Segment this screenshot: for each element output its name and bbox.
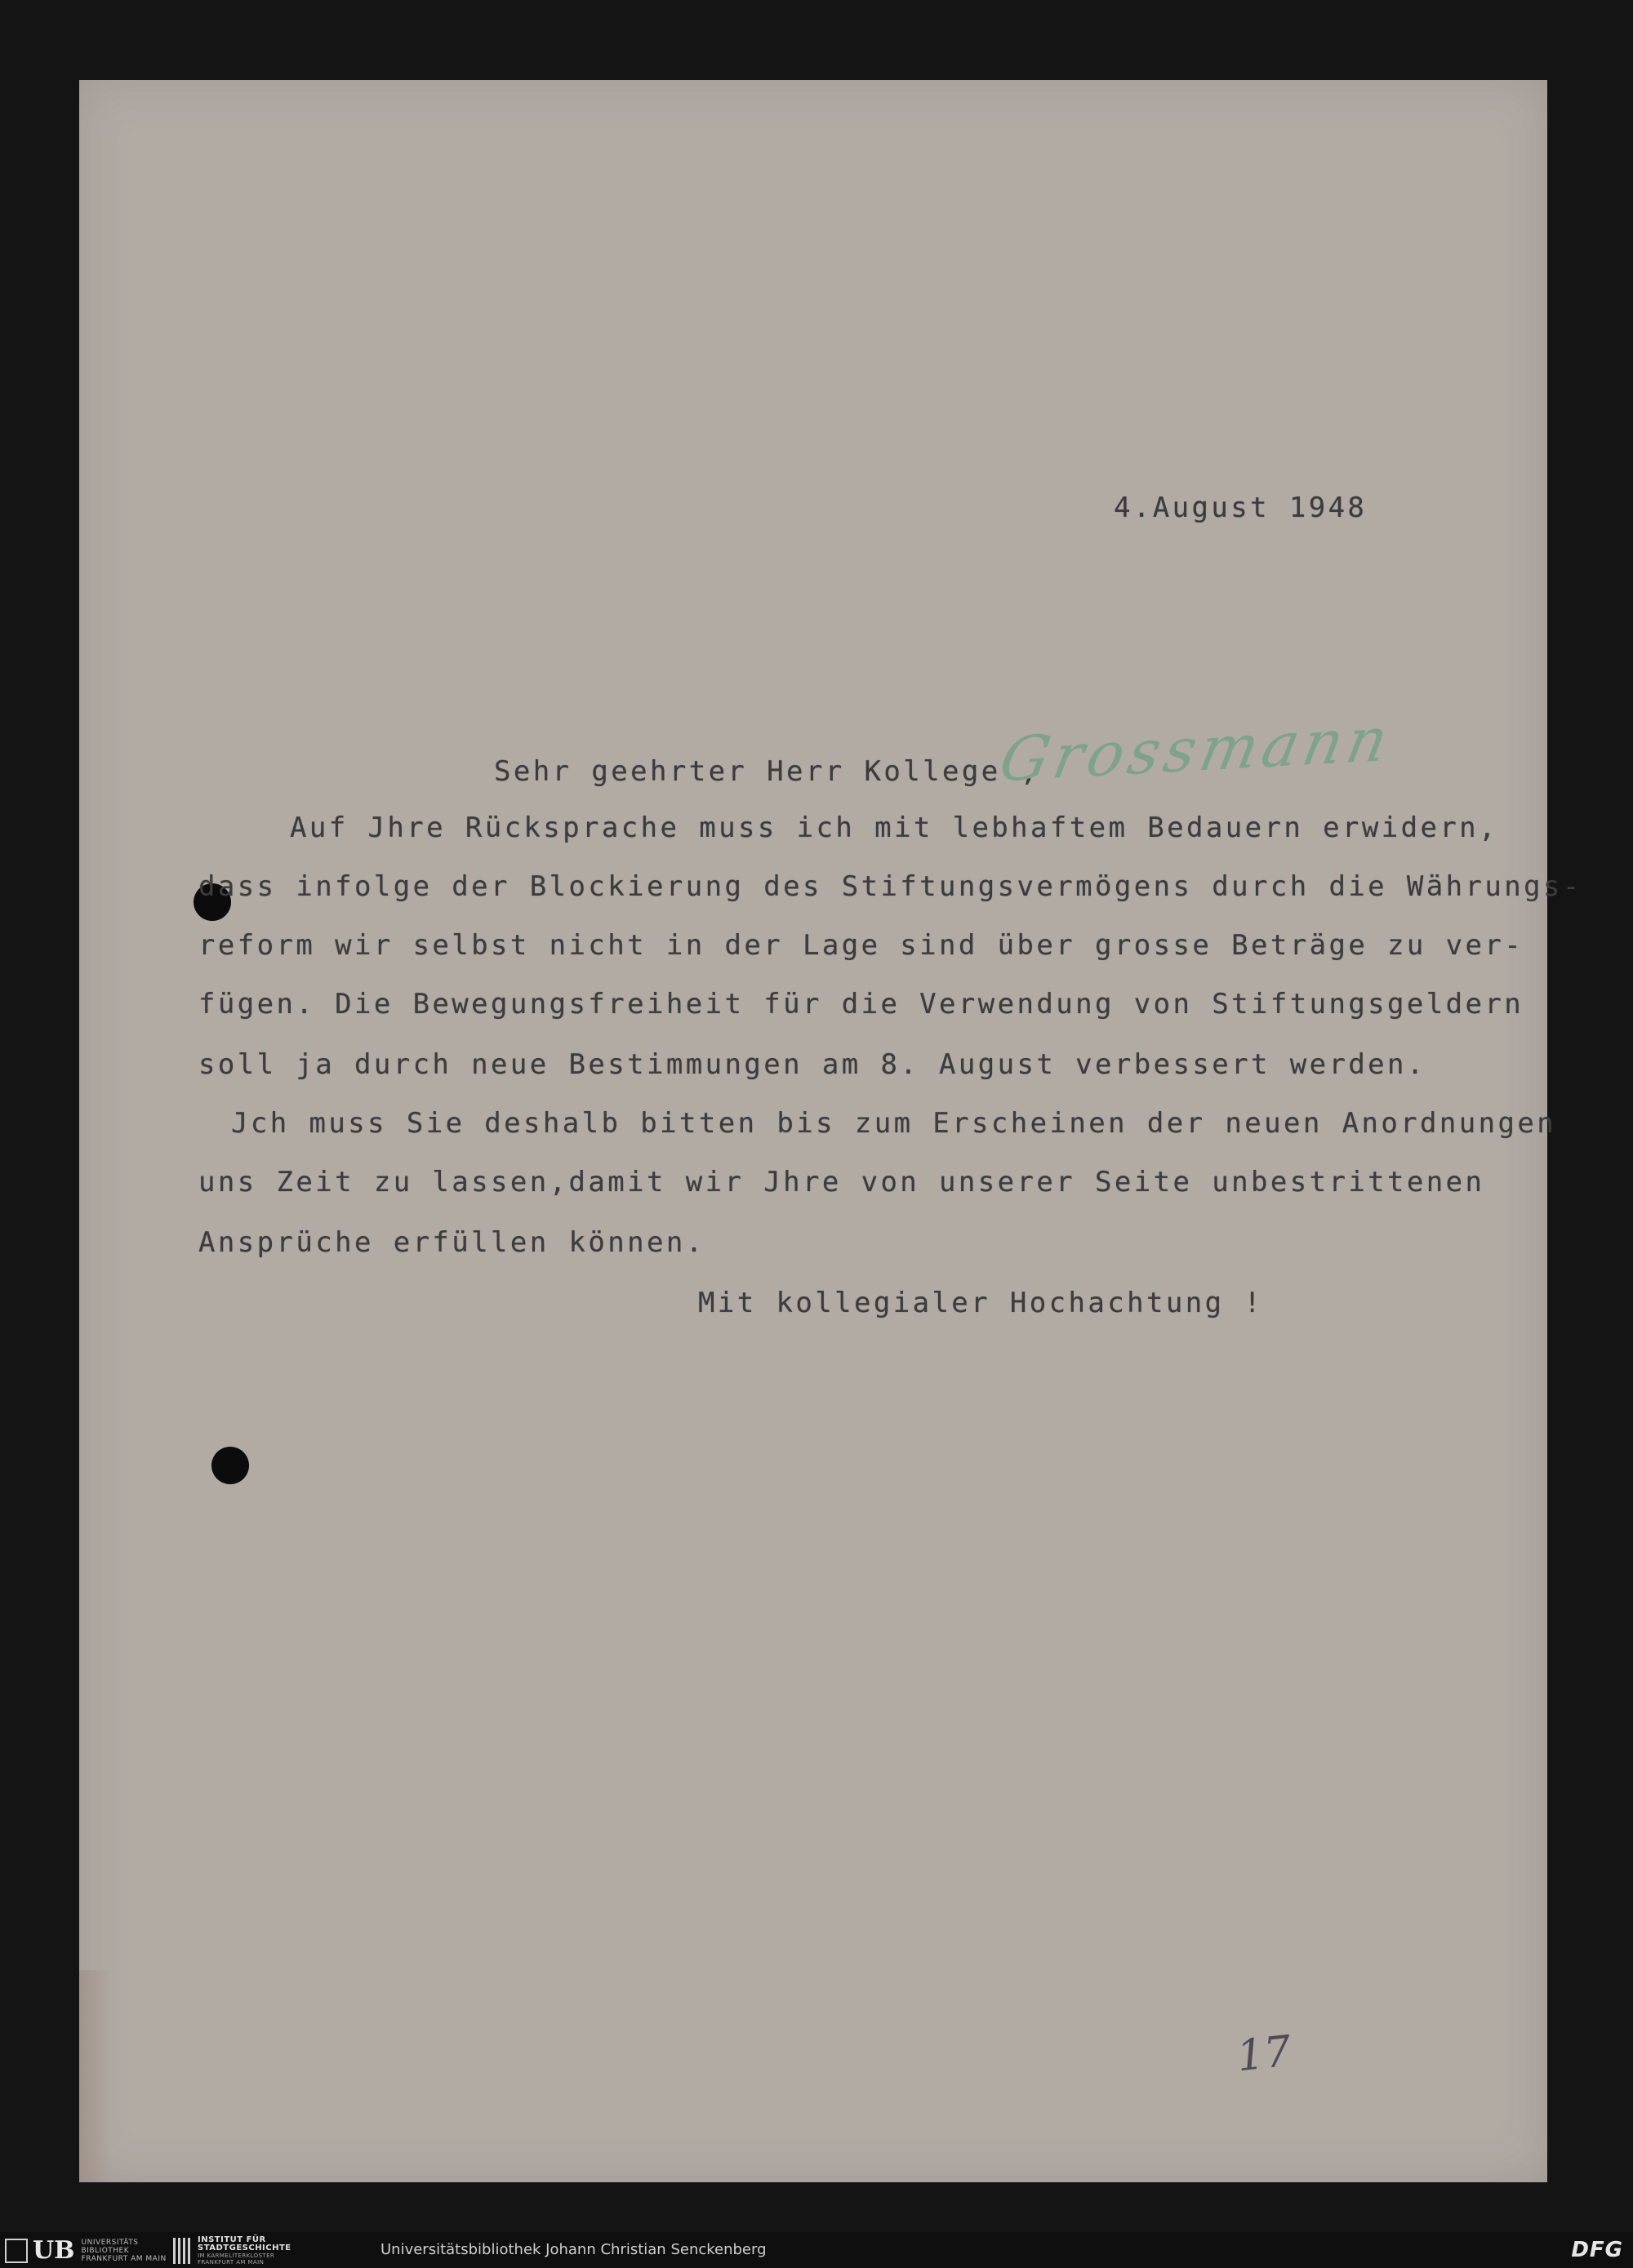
body-line: dass infolge der Blockierung des Stiftungsvermögens durch die Währungs- (198, 870, 1582, 903)
body-line: uns Zeit zu lassen,damit wir Jhre von unserer Seite unbestrittenen (198, 1166, 1485, 1198)
body-line: Ansprüche erfüllen können. (198, 1226, 705, 1259)
isg-wordmark (198, 2236, 291, 2266)
library-name: Universitätsbibliothek Johann Christian Senckenberg (380, 2241, 767, 2258)
ub-logo[interactable] (5, 2237, 167, 2265)
ub-emblem-icon (5, 2239, 28, 2263)
isg-line: IM KARMELITERKLOSTER (198, 2252, 275, 2259)
ub-line: BIBLIOTHEK (81, 2247, 130, 2255)
salutation: Sehr geehrter Herr Kollege , (494, 755, 1040, 788)
ub-line: UNIVERSITÄTS (81, 2239, 139, 2247)
page-number: 17 (1235, 2026, 1294, 2082)
body-line: reform wir selbst nicht in der Lage sind über grosse Beträge zu ver- (198, 929, 1524, 962)
body-line: Auf Jhre Rücksprache muss ich mit lebhaftem Bedauern erwidern, (290, 812, 1498, 844)
footer-bar (0, 2232, 1633, 2268)
ub-line: FRANKFURT AM MAIN (81, 2255, 167, 2263)
body-line: fügen. Die Bewegungsfreiheit für die Verwendung von Stiftungsgeldern (198, 988, 1524, 1021)
isg-emblem-icon (173, 2238, 191, 2264)
closing-line: Mit kollegialer Hochachtung ! (698, 1287, 1264, 1319)
dfg-logo[interactable]: DFG (1571, 2238, 1623, 2262)
ub-abbrev: UB (33, 2236, 75, 2265)
isg-line: INSTITUT FÜR (198, 2235, 266, 2244)
body-line: soll ja durch neue Bestimmungen am 8. August verbessert werden. (198, 1048, 1426, 1081)
paper-stain (79, 1970, 112, 2182)
ub-wordmark (82, 2239, 167, 2263)
body-line: Jch muss Sie deshalb bitten bis zum Erscheinen der neuen Anordnungen (231, 1107, 1557, 1140)
handwritten-name: Grossmann (994, 704, 1399, 796)
isg-line: STADTGESCHICHTE (198, 2244, 291, 2252)
letter-date: 4.August 1948 (1114, 491, 1368, 524)
isg-logo[interactable] (173, 2237, 291, 2265)
isg-line: FRANKFURT AM MAIN (198, 2259, 265, 2266)
punch-hole-bottom (211, 1447, 249, 1484)
